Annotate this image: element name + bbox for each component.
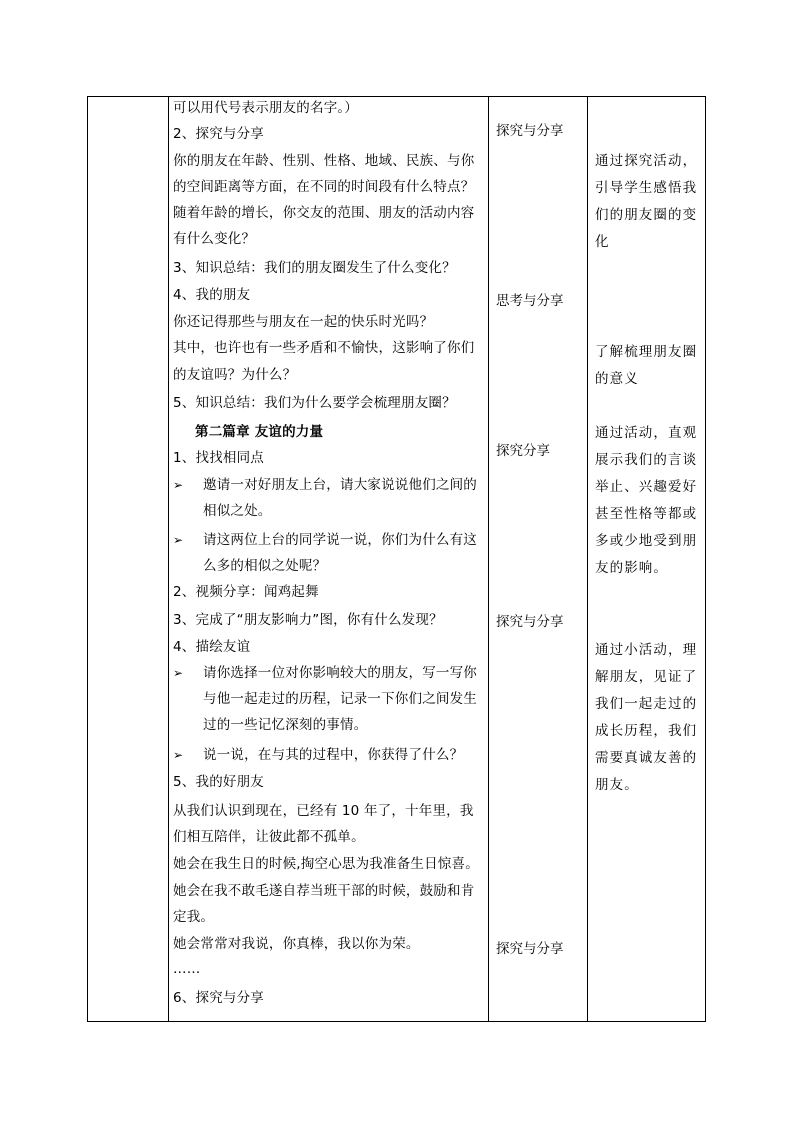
activity-label: 探究与分享 xyxy=(496,941,564,957)
content-line-text: 3、完成了“朋友影响力”图，你有什么发现？ xyxy=(173,612,443,628)
content-line-text: 2、视频分享：闻鸡起舞 xyxy=(173,584,319,600)
content-line xyxy=(203,503,272,520)
design-purpose-cell xyxy=(588,97,705,1021)
content-line xyxy=(173,639,250,656)
content-line xyxy=(173,803,474,820)
content-line-text: 的空间距离等方面，在不同的时间段有什么特点？ xyxy=(173,179,475,195)
content-line-text: 4、描绘友谊 xyxy=(173,639,251,655)
content-line-text: 定我。 xyxy=(173,909,215,925)
content-line xyxy=(173,287,250,304)
purpose-line: 甚至性格等都或 xyxy=(595,506,698,522)
content-line xyxy=(195,424,323,441)
content-line xyxy=(173,936,420,953)
content-line-text: 她会在我生日的时候,掏空心思为我准备生日惊喜。 xyxy=(173,856,479,872)
content-line xyxy=(173,584,319,601)
content-line xyxy=(203,691,477,708)
student-activity-cell xyxy=(489,97,587,1021)
content-line-text: 3、知识总结：我们的朋友圈发生了什么变化？ xyxy=(173,260,456,276)
content-line-text: 她会常常对我说，你真棒，我以你为荣。 xyxy=(173,936,420,952)
content-line-text: 有什么变化？ xyxy=(173,231,256,247)
content-line xyxy=(173,450,264,467)
content-line xyxy=(173,532,477,549)
content-line-text: 说一说，在与其的过程中，你获得了什么？ xyxy=(203,747,464,763)
content-line xyxy=(173,100,358,117)
content-line-text: 4、我的朋友 xyxy=(173,287,251,303)
purpose-line: 通过探究活动， xyxy=(595,153,698,169)
content-line xyxy=(173,990,264,1007)
content-line-text: …… xyxy=(173,961,201,977)
content-line-text: 她会在我不敢毛遂自荐当班干部的时候，鼓励和肯 xyxy=(173,883,475,899)
content-line xyxy=(173,612,443,629)
content-line-text: 与他一起走过的历程，记录一下你们之间发生 xyxy=(203,691,477,707)
purpose-line: 的意义 xyxy=(595,371,639,387)
purpose-line: 我们一起走过的 xyxy=(595,696,698,712)
blank-column-cell xyxy=(88,97,168,1021)
content-line-text: 过的一些记忆深刻的事情。 xyxy=(203,717,368,733)
content-line-text: 邀请一对好朋友上台，请大家说说他们之间的 xyxy=(203,477,477,493)
bullet-arrow-icon: ➢ xyxy=(173,666,184,680)
content-line xyxy=(203,558,326,575)
purpose-line: 朋友。 xyxy=(595,777,639,793)
purpose-line: 引导学生感悟我 xyxy=(595,180,698,196)
content-line xyxy=(203,717,367,734)
content-line xyxy=(173,153,474,170)
content-line xyxy=(173,231,255,248)
activity-label: 探究与分享 xyxy=(496,123,564,139)
content-line xyxy=(173,961,200,978)
purpose-line: 通过活动，直观 xyxy=(595,425,698,441)
bullet-arrow-icon: ➢ xyxy=(173,748,184,762)
content-line-text: 6、探究与分享 xyxy=(173,990,264,1006)
activity-label: 思考与分享 xyxy=(496,293,564,309)
purpose-line: 化 xyxy=(595,234,610,250)
content-line xyxy=(173,747,464,764)
content-line xyxy=(173,179,474,196)
content-line-text: 2、探究与分享 xyxy=(173,126,264,142)
content-line-text: 可以用代号表示朋友的名字。） xyxy=(173,100,359,116)
content-line xyxy=(173,205,474,222)
content-line-text: 1、找找相同点 xyxy=(173,450,264,466)
content-line-text: 请你选择一位对你影响较大的朋友，写一写你 xyxy=(203,665,477,681)
content-line-text: 你的朋友在年龄、性别、性格、地域、民族、与你 xyxy=(173,153,475,169)
content-line xyxy=(173,314,433,331)
content-line-text: 5、我的好朋友 xyxy=(173,774,264,790)
purpose-line: 了解梳理朋友圈 xyxy=(595,344,698,360)
content-line xyxy=(173,126,264,143)
purpose-line: 解朋友，见证了 xyxy=(595,669,698,685)
content-line-text: 其中，也许也有一些矛盾和不愉快，这影响了你们 xyxy=(173,340,475,356)
content-line xyxy=(173,883,474,900)
purpose-line: 需要真诚友善的 xyxy=(595,750,698,766)
activity-label: 探究分享 xyxy=(496,443,550,459)
purpose-line: 通过小活动，理 xyxy=(595,642,698,658)
bullet-arrow-icon: ➢ xyxy=(173,478,184,492)
activity-label: 探究与分享 xyxy=(496,614,564,630)
content-line xyxy=(173,395,456,412)
content-line xyxy=(173,260,456,277)
content-line xyxy=(173,477,477,494)
content-line xyxy=(173,774,264,791)
content-line xyxy=(173,856,479,873)
bullet-arrow-icon: ➢ xyxy=(173,533,184,547)
purpose-line: 多或少地受到朋 xyxy=(595,533,698,549)
content-line-text: 第二篇章 友谊的力量 xyxy=(195,424,324,440)
purpose-line: 们的朋友圈的变 xyxy=(595,207,698,223)
purpose-line: 友的影响。 xyxy=(595,560,668,576)
content-line-text: 5、知识总结：我们为什么要学会梳理朋友圈？ xyxy=(173,395,456,411)
purpose-line: 成长历程，我们 xyxy=(595,723,698,739)
teaching-content-cell xyxy=(169,97,487,1021)
content-line-text: 相似之处。 xyxy=(203,503,272,519)
content-line xyxy=(173,340,474,357)
content-line-text: 的友谊吗？为什么？ xyxy=(173,367,297,383)
content-line xyxy=(173,665,477,682)
content-line-text: 从我们认识到现在，已经有 10 年了，十年里，我 xyxy=(173,803,474,819)
content-line xyxy=(173,829,365,846)
content-line-text: 随着年龄的增长，你交友的范围、朋友的活动内容 xyxy=(173,205,475,221)
purpose-line: 展示我们的言谈 xyxy=(595,452,698,468)
lesson-plan-table xyxy=(87,96,706,1022)
content-line-text: 请这两位上台的同学说一说，你们为什么有这 xyxy=(203,532,477,548)
content-line xyxy=(173,367,296,384)
content-line-text: 么多的相似之处呢？ xyxy=(203,558,327,574)
purpose-line: 举止、兴趣爱好 xyxy=(595,479,698,495)
content-line-text: 你还记得那些与朋友在一起的快乐时光吗？ xyxy=(173,314,434,330)
content-line-text: 们相互陪伴，让彼此都不孤单。 xyxy=(173,829,365,845)
content-line xyxy=(173,909,214,926)
